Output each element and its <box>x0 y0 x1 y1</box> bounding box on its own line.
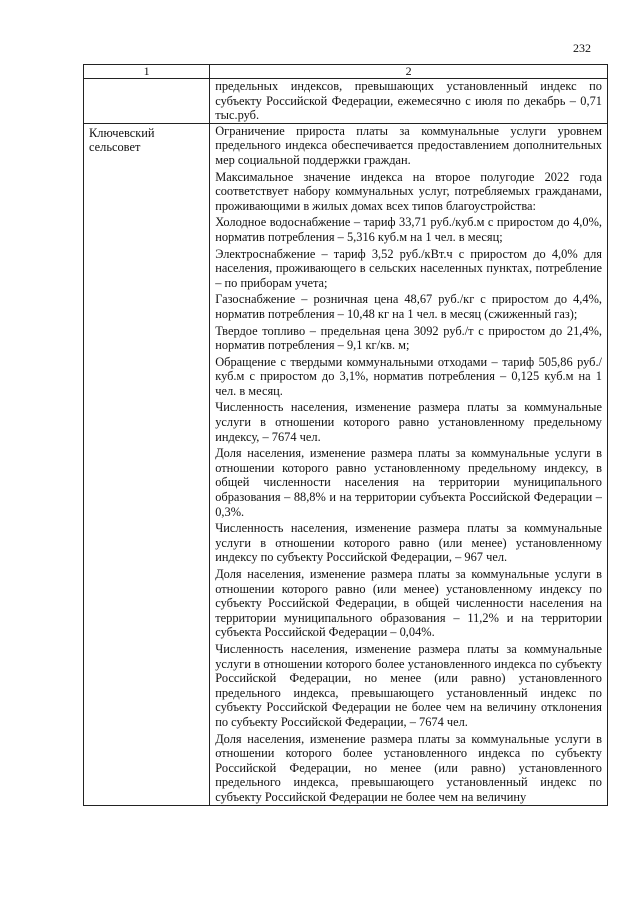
paragraph-population-less: Численность населения, изменение размера платы за коммунальные услуги в отношении которого равно (или менее) установленному индексу по субъекту Российской Федерации, – 967 чел. <box>215 521 602 565</box>
table-header-row <box>84 65 608 79</box>
empty-cell <box>84 79 210 124</box>
paragraph-population-more: Численность населения, изменение размера платы за коммунальные услуги в отношении которого более установленного индекса по субъекту Российской Федерации, но менее (или равно) установленного предельного индекса, превышающего установленный индекс по субъекту Российской Федерации не более чем на величину отклонения по субъекту Российской Федерации, – 7674 чел. <box>215 641 602 729</box>
document-table <box>83 64 608 806</box>
paragraph-solid-fuel: Твердое топливо – предельная цена 3092 руб./т с приростом до 21,4%, норматив потребления – 9,1 кг/кв. м; <box>215 323 602 353</box>
paragraph-gas: Газоснабжение – розничная цена 48,67 руб./кг с приростом до 4,4%, норматив потребления – 10,48 кг на 1 чел. в месяц (сжиженный газ); <box>215 292 602 321</box>
paragraph-waste: Обращение с твердыми коммунальными отходами – тариф 505,86 руб./куб.м с приростом до 3,1%, норматив потребления – 0,125 куб.м на 1 чел. в месяц. <box>215 354 602 398</box>
paragraph-share-less: Доля населения, изменение размера платы за коммунальные услуги в отношении которого равно (или менее) установленному индексу по субъекту Российской Федерации, в общей численности населения на территории муниципального образования – 11,2% и на территории субъекта Российской Федерации – 0,04%. <box>215 567 602 640</box>
paragraph-electricity: Электроснабжение – тариф 3,52 руб./кВт.ч с приростом до 4,0% для населения, проживающего в сельских населенных пунктах, потребление – по приборам учета; <box>215 246 602 290</box>
page-number: 232 <box>573 41 591 55</box>
municipality-name: Ключевский сельсовет <box>84 123 210 805</box>
paragraph-share-equal: Доля населения, изменение размера платы за коммунальные услуги в отношении которого равно установленному предельному индексу, в общей численности населения на территории муниципального образования – 88,8% и на территории субъекта Российской Федерации – 0,3%. <box>215 446 602 519</box>
column-header-1: 1 <box>84 65 210 79</box>
continuation-text: предельных индексов, превышающих установленный индекс по субъекту Российской Федерации, ежемесячно с июля по декабрь – 0,71 тыс.руб. <box>210 79 608 124</box>
paragraph-population-equal: Численность населения, изменение размера платы за коммунальные услуги в отношении которого равно установленному предельному индексу, – 7674 чел. <box>215 400 602 444</box>
description-cell <box>210 123 608 805</box>
paragraph-share-more: Доля населения, изменение размера платы за коммунальные услуги в отношении которого более установленного индекса по субъекту Российской Федерации, но менее (или равно) установленного предельного индекса, превышающего установленный индекс по субъекту Российской Федерации не более чем на величину <box>215 731 602 804</box>
paragraph-max-index: Максимальное значение индекса на второе полугодие 2022 года соответствует набору коммунальных услуг, потребляемых гражданами, проживающими в жилых домах всех типов благоустройства: <box>215 169 602 213</box>
table-row <box>84 123 608 805</box>
paragraph-social-support: Ограничение прироста платы за коммунальные услуги уровнем предельного индекса обеспечивается предоставлением дополнительных мер социальной поддержки граждан. <box>215 123 602 167</box>
paragraph-cold-water: Холодное водоснабжение – тариф 33,71 руб./куб.м с приростом до 4,0%, норматив потребления – 5,316 куб.м на 1 чел. в месяц; <box>215 215 602 244</box>
column-header-2: 2 <box>210 65 608 79</box>
continuation-row <box>84 79 608 124</box>
